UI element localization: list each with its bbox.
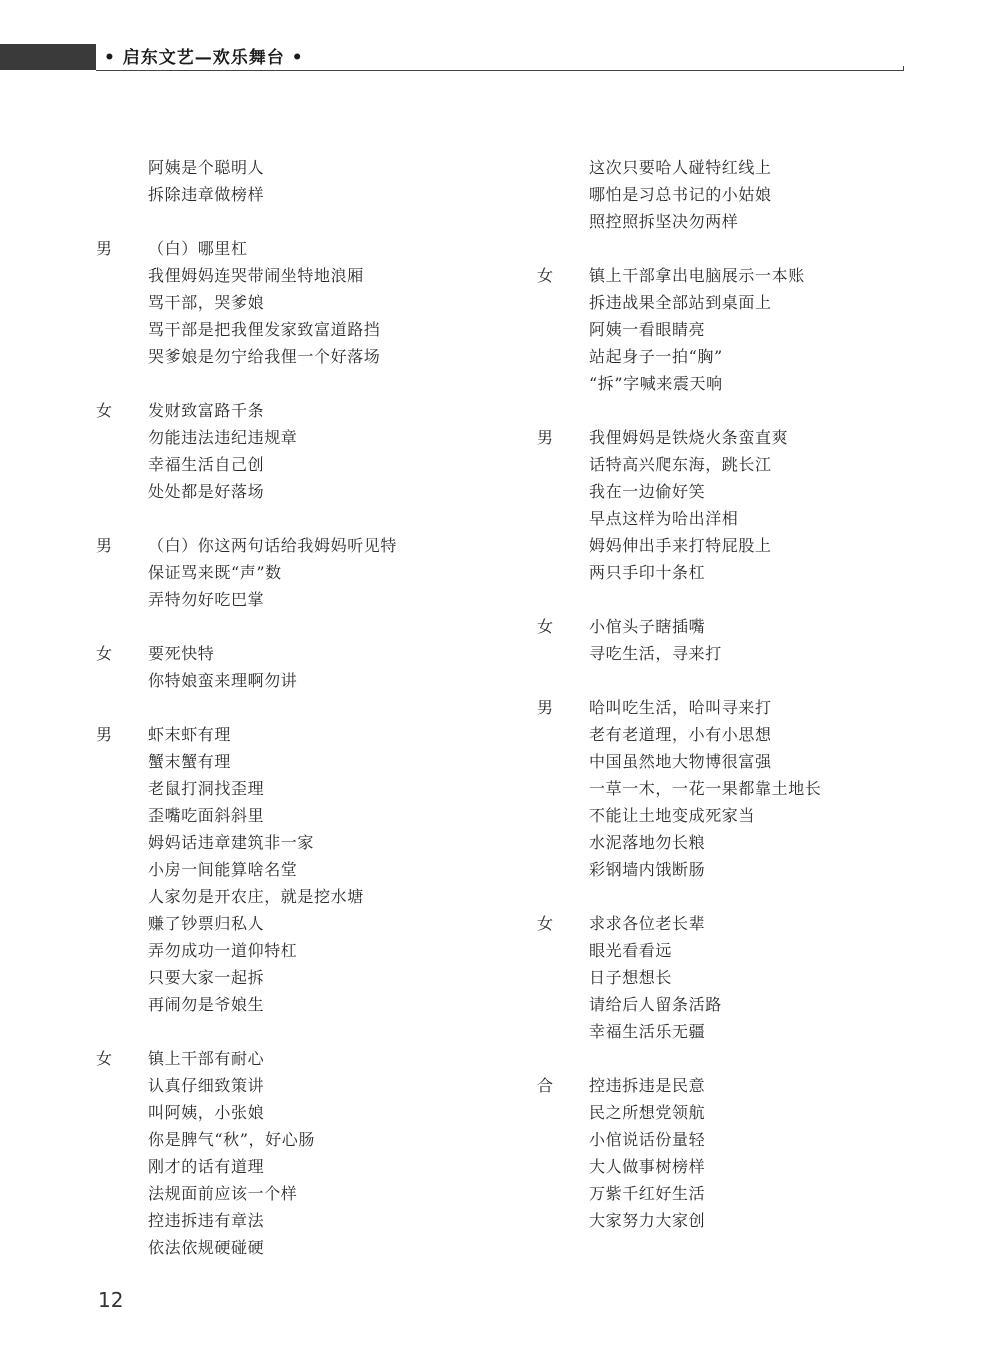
lyric-line: 大人做事树榜样 [589, 1157, 706, 1176]
stanza [96, 235, 516, 370]
lyric-line: 赚了钞票归私人 [148, 914, 265, 933]
lyric-line: 只要大家一起拆 [148, 968, 265, 987]
stanza-lines [589, 1072, 957, 1234]
stanza [537, 154, 957, 235]
lyric-line: 幸福生活乐无疆 [589, 1022, 706, 1041]
speaker-label: 女 [96, 401, 113, 420]
running-header-title: • 启东文艺—欢乐舞台 • [104, 48, 304, 68]
left-column [96, 154, 516, 1288]
lyric-line: 万紫千红好生活 [589, 1184, 706, 1203]
lyric-line: 不能让土地变成死家当 [589, 806, 756, 825]
stanza [537, 910, 957, 1045]
stanza-lines [148, 235, 516, 370]
stanza [96, 721, 516, 1018]
lyric-line: 哪怕是习总书记的小姑娘 [589, 185, 772, 204]
lyric-line: 勿能违法违纪违规章 [148, 428, 298, 447]
stanza-lines [148, 1045, 516, 1261]
lyric-line: （白）哪里杠 [148, 239, 248, 258]
lyric-line: 哭爹娘是勿宁给我俚一个好落场 [148, 347, 381, 366]
lyric-line: 弄勿成功一道仰特杠 [148, 941, 298, 960]
stanza-lines [148, 154, 516, 208]
lyric-line: 控违拆违是民意 [589, 1076, 706, 1095]
lyric-line: 小倌头子瞎插嘴 [589, 617, 706, 636]
stanza-lines [589, 154, 957, 235]
lyric-line: 民之所想党领航 [589, 1103, 706, 1122]
lyric-line: 中国虽然地大物博很富强 [589, 752, 772, 771]
lyric-line: 眼光看看远 [589, 941, 673, 960]
lyric-line: 大家努力大家创 [589, 1211, 706, 1230]
lyric-line: 寻吃生活，寻来打 [589, 644, 722, 663]
speaker-label: 男 [537, 428, 554, 447]
stanza [96, 1045, 516, 1261]
lyric-line: 照控照拆坚决勿两样 [589, 212, 739, 231]
stanza [537, 1072, 957, 1234]
stanza [96, 397, 516, 505]
lyric-line: 人家勿是开农庄，就是挖水塘 [148, 887, 364, 906]
speaker-label: 女 [537, 617, 554, 636]
page-number: 12 [98, 1288, 124, 1312]
lyric-line: 我在一边偷好笑 [589, 482, 706, 501]
speaker-label: 男 [537, 698, 554, 717]
lyric-line: 镇上干部拿出电脑展示一本账 [589, 266, 805, 285]
lyric-line: 叫阿姨，小张娘 [148, 1103, 265, 1122]
stanza-lines [589, 910, 957, 1045]
lyric-line: 彩钢墙内饿断肠 [589, 860, 706, 879]
lyric-line: 早点这样为哈出洋相 [589, 509, 739, 528]
lyric-line: 我俚姆妈是铁烧火条蛮直爽 [589, 428, 789, 447]
lyric-line: 虾末虾有理 [148, 725, 232, 744]
lyric-line: 阿姨是个聪明人 [148, 158, 265, 177]
lyric-line: 小房一间能算啥名堂 [148, 860, 298, 879]
stanza-lines [148, 721, 516, 1018]
speaker-label: 女 [96, 644, 113, 663]
lyric-line: 骂干部，哭爹娘 [148, 293, 265, 312]
stanza [537, 613, 957, 667]
lyric-line: 骂干部是把我俚发家致富道路挡 [148, 320, 381, 339]
lyric-line: 刚才的话有道理 [148, 1157, 265, 1176]
lyric-line: 法规面前应该一个样 [148, 1184, 298, 1203]
lyric-line: 认真仔细致策讲 [148, 1076, 265, 1095]
speaker-label: 女 [96, 1049, 113, 1068]
lyric-line: 两只手印十条杠 [589, 563, 706, 582]
lyric-line: 蟹末蟹有理 [148, 752, 232, 771]
speaker-label: 男 [96, 725, 113, 744]
lyric-line: 请给后人留条活路 [589, 995, 722, 1014]
lyric-line: “拆”字喊来震天响 [589, 374, 723, 393]
stanza-lines [148, 397, 516, 505]
lyric-line: 求求各位老长辈 [589, 914, 706, 933]
lyric-line: 保证骂来既“声”数 [148, 563, 282, 582]
stanza [96, 532, 516, 613]
lyric-line: 话特高兴爬东海，跳长江 [589, 455, 772, 474]
lyric-line: 发财致富路千条 [148, 401, 265, 420]
lyric-line: 幸福生活自己创 [148, 455, 265, 474]
lyric-line: 哈叫吃生活，哈叫寻来打 [589, 698, 772, 717]
header-rule-tick [903, 66, 904, 71]
lyric-line: 小倌说话份量轻 [589, 1130, 706, 1149]
stanza-lines [589, 694, 957, 883]
stanza-lines [589, 613, 957, 667]
lyric-line: 我俚姆妈连哭带闹坐特地浪厢 [148, 266, 364, 285]
lyric-line: 你是脾气“秋”，好心肠 [148, 1130, 315, 1149]
lyric-line: 一草一木，一花一果都靠土地长 [589, 779, 822, 798]
lyric-line: 拆违战果全部站到桌面上 [589, 293, 772, 312]
speaker-label: 男 [96, 536, 113, 555]
stanza-lines [148, 640, 516, 694]
lyric-line: 弄特勿好吃巴掌 [148, 590, 265, 609]
stanza [537, 694, 957, 883]
lyric-line: （白）你这两句话给我姆妈听见特 [148, 536, 398, 555]
lyric-line: 拆除违章做榜样 [148, 185, 265, 204]
stanza-lines [589, 262, 957, 397]
speaker-label: 女 [537, 266, 554, 285]
speaker-label: 男 [96, 239, 113, 258]
lyric-line: 老有老道理，小有小思想 [589, 725, 772, 744]
stanza-lines [148, 532, 516, 613]
header-rule [96, 70, 904, 71]
lyric-line: 日子想想长 [589, 968, 673, 987]
lyric-line: 阿姨一看眼睛亮 [589, 320, 706, 339]
lyric-line: 姆妈话违章建筑非一家 [148, 833, 315, 852]
lyric-line: 依法依规硬碰硬 [148, 1238, 265, 1257]
lyric-line: 要死快特 [148, 644, 215, 663]
speaker-label: 女 [537, 914, 554, 933]
stanza [537, 262, 957, 397]
stanza [96, 154, 516, 208]
lyric-line: 水泥落地勿长粮 [589, 833, 706, 852]
lyric-line: 你特娘蛮来理啊勿讲 [148, 671, 298, 690]
header-bar-block [0, 44, 96, 70]
lyric-line: 老鼠打洞找歪理 [148, 779, 265, 798]
stanza [537, 424, 957, 586]
lyric-line: 控违拆违有章法 [148, 1211, 265, 1230]
lyric-line: 姆妈伸出手来打特屁股上 [589, 536, 772, 555]
lyric-line: 处处都是好落场 [148, 482, 265, 501]
lyric-line: 歪嘴吃面斜斜里 [148, 806, 265, 825]
stanza [96, 640, 516, 694]
lyric-line: 这次只要哈人碰特红线上 [589, 158, 772, 177]
speaker-label: 合 [537, 1076, 554, 1095]
stanza-lines [589, 424, 957, 586]
lyric-line: 镇上干部有耐心 [148, 1049, 265, 1068]
right-column [537, 154, 957, 1261]
lyric-line: 站起身子一拍“胸” [589, 347, 723, 366]
lyric-line: 再闹勿是爷娘生 [148, 995, 265, 1014]
